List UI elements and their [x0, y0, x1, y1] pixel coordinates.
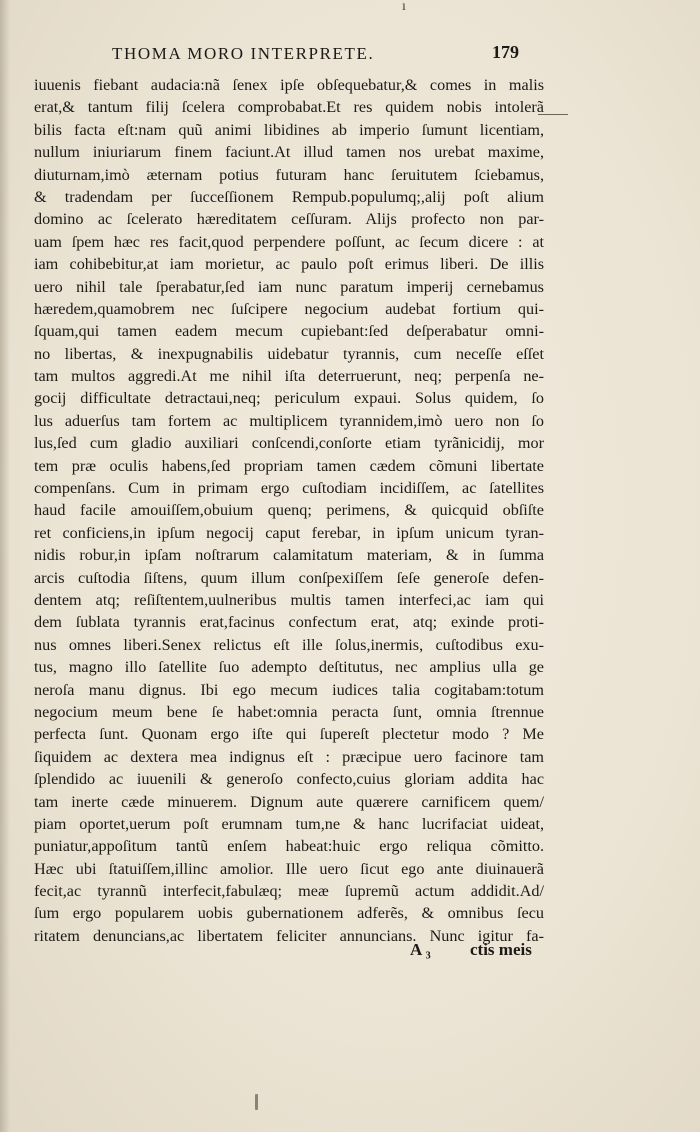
text-line: tam inerte cæde minuerem. Dignum aute quærere carnificem quem/ — [34, 792, 544, 811]
text-line: fecit,ac tyrannũ interfecit,fabulæq; meæ ſupremũ actum addidit.Ad/ — [34, 882, 544, 901]
running-head: THOMA MORO INTERPRETE. — [112, 44, 375, 63]
text-line: ſplendido ac iuuenili & generoſo confecto,cuius gloriam addita hac — [34, 770, 544, 789]
text-line: bilis facta eſt:nam quũ animi libidines ab imperio ſumunt licentiam, — [34, 120, 544, 139]
text-line: haud facile amouiſſem,obuium quenq; perimens, & quicquid obſiſte — [34, 501, 544, 520]
text-line: uam ſpem hæc res facit,quod perpendere poſſunt, ac ſecum dicere : at — [34, 232, 544, 251]
text-line: domino ac ſcelerato hæreditatem ceſſuram. Alijs profecto non par- — [34, 210, 544, 229]
text-line: & tradendam per ſucceſſionem Rempub.populumq;,alij poſt alium — [34, 187, 544, 206]
text-line: tam multos aggredi.At me nihil iſta deterruerunt, neq; perpenſa ne- — [34, 367, 544, 386]
text-line: lus,ſed cum gladio auxiliari conſcendi,conſorte etiam tyrãnicidij, mor — [34, 434, 544, 453]
text-line: piam oportet,uerum poſt erumnam tum,ne & hanc lucrifaciat uideat, — [34, 814, 544, 833]
text-line: lus aduerſus tam fortem ac multiplicem tyrannidem,imò uero non ſo — [34, 411, 544, 430]
text-line: dem ſublata tyrannis erat,facinus confectum erat, atq; exinde proti- — [34, 613, 544, 632]
text-line: arcis cuſtodia ſiſtens, quum illum conſpexiſſem ſeſe generoſe defen- — [34, 568, 544, 587]
text-line: iam cohibebitur,at iam morietur, ac paulo poſt erimus liberi. De illis — [34, 255, 544, 274]
text-line: compenſans. Cum in primam ergo cuſtodiam incidiſſem, ac ſatellites — [34, 479, 544, 498]
text-line: iuuenis fiebant audacia:nã ſenex ipſe obſequebatur,& comes in malis — [34, 76, 544, 94]
text-line: hæredem,quamobrem nec ſuſcipere negocium audebat fortium qui- — [34, 299, 544, 318]
text-line: nus omnes liberi.Senex relictus eſt ille ſolus,inermis, cuſtodibus exu- — [34, 635, 544, 654]
text-line: erat,& tantum filij ſcelera comprobabat.Et res quidem nobis intolerã — [34, 98, 544, 117]
text-line: dentem atq; reſiſtentem,uulneribus multis tamen interfeci,ac iam qui — [34, 590, 544, 609]
text-line: ret conficiens,in ipſum negocij caput ferebar, in ipſum unicum tyran- — [34, 523, 544, 542]
body-text — [34, 74, 544, 947]
text-line: nullum iniuriarum finem faciunt.At illud tamen nos urebat maxime, — [34, 143, 544, 162]
text-line: gocij difficultate detractaui,neq; periculum expaui. Solus quidem, ſo — [34, 389, 544, 408]
signature-mark: A ₃ — [410, 940, 431, 959]
text-line: ſquam,qui tamen eadem mecum cupiebant:ſed deſperabatur omni- — [34, 322, 544, 341]
text-line: diuturnam,imò æternam potius futuram hanc ſeruitutem ſciebamus, — [34, 165, 544, 184]
text-line: puniatur,appoſitum tantũ enſem habeat:huic ergo reliqua cõmitto. — [34, 837, 544, 856]
text-line: tus, magno illo ſatellite ſuo adempto deſtitutus, nec amplius ulla ge — [34, 658, 544, 677]
text-line: neroſa manu dignus. Ibi ego mecum iudices talia cogitabam:totum — [34, 680, 544, 699]
text-line: Hæc ubi ſtatuiſſem,illinc amolior. Ille uero ſicut ego ante diuinauerã — [34, 859, 544, 878]
binding-shadow — [0, 0, 10, 1132]
text-line: negocium meum bene ſe habet:omnia peracta ſunt, omnia ſtrennue — [34, 702, 544, 721]
text-line: nidis robur,in ipſam noſtrarum calamitatum materiam, & in ſumma — [34, 546, 544, 565]
text-line: tem præ oculis habens,ſed propriam tamen cædem cõmuni libertate — [34, 456, 544, 475]
footer-line — [400, 938, 540, 962]
top-ink-mark: ı — [402, 0, 406, 14]
text-line: no libertas, & inexpugnabilis uidebatur tyrannis, cum neceſſe eſſet — [34, 344, 544, 363]
folio-number: 179 — [492, 42, 519, 62]
text-line: uero nihil tale ſperabatur,ſed iam nunc paratum imperij cernebamus — [34, 277, 544, 296]
text-line: ſum ergo popularem uobis gubernationem adferẽs, & omnibus ſecu — [34, 904, 544, 923]
text-line: perfecta ſunt. Quonam ergo iſte qui ſupereſt plectetur modo ? Me — [34, 725, 544, 744]
bottom-ink-mark — [255, 1094, 258, 1110]
text-line: ſiquidem ac dextera mea indignus eſt : præcipue uero facinore tam — [34, 747, 544, 766]
catchword: ctis meis — [470, 940, 532, 959]
text-line: ritatem denuncians,ac libertatem feliciter annuncians. Nunc igitur fa- — [34, 926, 544, 945]
